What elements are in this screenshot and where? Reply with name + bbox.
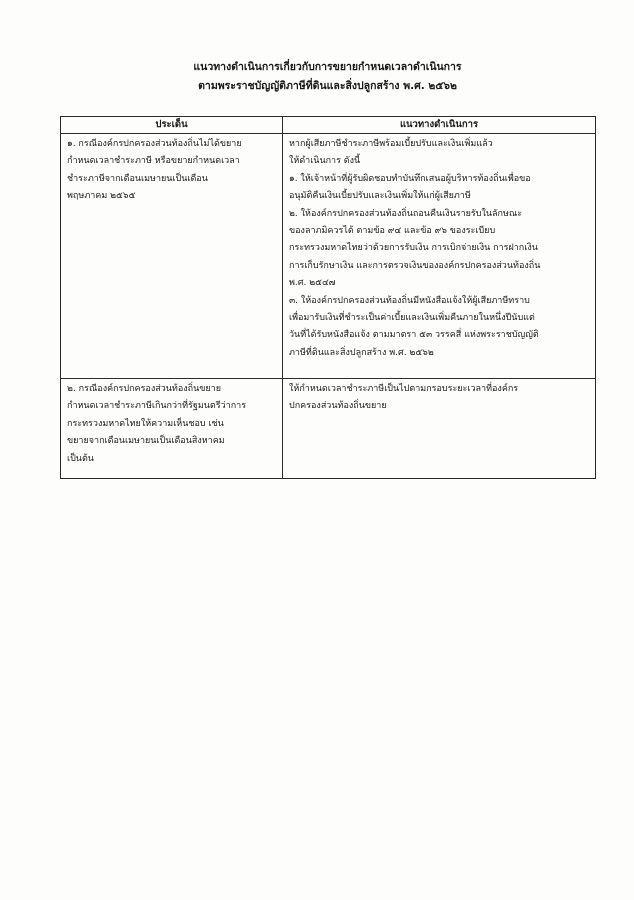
guidance-table bbox=[60, 116, 596, 479]
action-1-line: พ.ศ. ๒๕๔๗ bbox=[289, 278, 336, 289]
document-title-line-1: แนวทางดำเนินการเกี่ยวกับการขยายกำหนดเวลาดำเนินการ bbox=[193, 61, 462, 73]
issue-1-line: ชำระภาษีจากเดือนเมษายนเป็นเดือน bbox=[67, 173, 208, 184]
issue-1-line: กำหนดเวลาชำระภาษี หรือขยายกำหนดเวลา bbox=[67, 156, 240, 167]
table-header-row bbox=[61, 117, 596, 134]
action-1-line: ๓. ให้องค์กรปกครองส่วนท้องถิ่นมีหนังสือแจ้งให้ผู้เสียภาษีทราบ bbox=[289, 295, 530, 306]
action-2-line: ให้กำหนดเวลาชำระภาษีเป็นไปตามกรอบระยะเวลาที่องค์กร bbox=[289, 384, 519, 394]
issue-2-line: กำหนดเวลาชำระภาษีเกินกว่าที่รัฐมนตรีว่าการ bbox=[67, 401, 247, 412]
action-2-line: ปกครองส่วนท้องถิ่นขยาย bbox=[289, 401, 387, 412]
issue-2-line: ๒. กรณีองค์กรปกครองส่วนท้องถิ่นขยาย bbox=[67, 384, 221, 394]
action-1-line: ภาษีที่ดินและสิ่งปลูกสร้าง พ.ศ. ๒๕๖๒ bbox=[289, 347, 434, 358]
issue-2-line: ขยายจากเดือนเมษายนเป็นเดือนสิงหาคม bbox=[67, 436, 225, 447]
action-1-line: ๒. ให้องค์กรปกครองส่วนท้องถิ่นถอนคืนเงินรายรับในลักษณะ bbox=[289, 208, 523, 219]
issue-1-line: ๑. กรณีองค์กรปกครองส่วนท้องถิ่นไม่ได้ขยาย bbox=[67, 139, 242, 149]
table-row bbox=[61, 379, 596, 479]
action-cell-2 bbox=[283, 379, 596, 479]
issue-cell-1 bbox=[61, 134, 283, 379]
action-1-line: กระทรวงมหาดไทยว่าด้วยการรับเงิน การเบิกจ่ายเงิน การฝากเงิน bbox=[289, 243, 538, 254]
action-1-line: หากผู้เสียภาษีชำระภาษีพร้อมเบี้ยปรับและเงินเพิ่มแล้ว bbox=[289, 139, 493, 149]
issue-2-line: เป็นต้น bbox=[67, 453, 94, 464]
header-issue: ประเด็น bbox=[61, 117, 283, 134]
issue-2-line: กระทรวงมหาดไทยให้ความเห็นชอบ เช่น bbox=[67, 418, 224, 429]
action-1-line: ๑. ให้เจ้าหน้าที่ผู้รับผิดชอบทำบันทึกเสนอผู้บริหารท้องถิ่นเพื่อขอ bbox=[289, 173, 531, 184]
issue-1-line: พฤษภาคม ๒๕๖๕ bbox=[67, 191, 136, 202]
action-1-line: ให้ดำเนินการ ดังนี้ bbox=[289, 156, 361, 167]
header-action: แนวทางดำเนินการ bbox=[283, 117, 596, 134]
action-1-line: เพื่อมารับเงินที่ชำระเป็นค่าเบี้ยและเงินเพิ่มคืนภายในหนึ่งปีนับแต่ bbox=[289, 313, 535, 324]
action-1-line: วันที่ได้รับหนังสือแจ้ง ตามมาตรา ๕๓ วรรคสี่ แห่งพระราชบัญญัติ bbox=[289, 330, 539, 341]
action-1-line: การเก็บรักษาเงิน และการตรวจเงินขององค์กรปกครองส่วนท้องถิ่น bbox=[289, 260, 541, 271]
action-1-line: ของลาภมิควรได้ ตามข้อ ๙๔ และข้อ ๙๖ ของระเบียบ bbox=[289, 226, 496, 237]
action-1-line: อนุมัติคืนเงินเบี้ยปรับและเงินเพิ่มให้แก่ผู้เสียภาษี bbox=[289, 191, 471, 202]
document-title-line-2: ตามพระราชบัญญัติภาษีที่ดินและสิ่งปลูกสร้าง พ.ศ. ๒๕๖๒ bbox=[198, 80, 457, 92]
action-cell-1 bbox=[283, 134, 596, 379]
table-row bbox=[61, 134, 596, 379]
issue-cell-2 bbox=[61, 379, 283, 479]
